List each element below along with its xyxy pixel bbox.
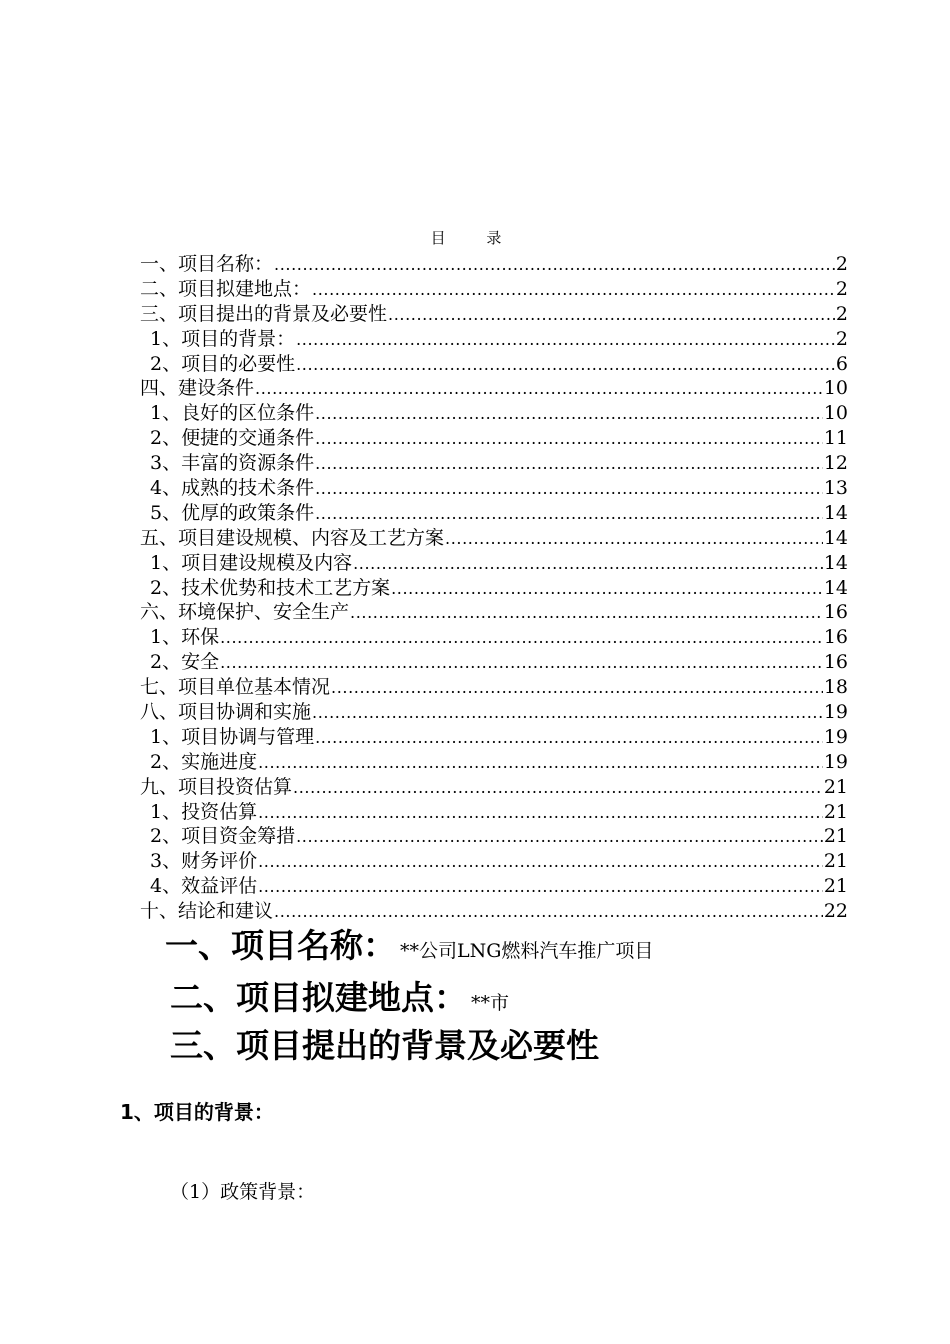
- subsection-1-heading: 1、项目的背景：: [120, 1100, 274, 1124]
- toc-entry-page: 14: [823, 501, 848, 524]
- toc-entry-label: 1、良好的区位条件: [150, 402, 315, 425]
- toc-entry-label: 一、项目名称：: [140, 253, 274, 275]
- toc-entry[interactable]: [140, 551, 848, 576]
- toc-dot-leader: [296, 328, 835, 353]
- toc-dot-leader: [258, 801, 823, 826]
- toc-entry[interactable]: [140, 800, 848, 825]
- toc-entry[interactable]: [140, 675, 848, 700]
- toc-entry[interactable]: [140, 600, 848, 625]
- toc-entry-label: 1、环保: [150, 626, 220, 649]
- toc-entry-page: 21: [823, 800, 848, 823]
- toc-entry-page: 21: [823, 775, 848, 798]
- toc-dot-leader: [258, 875, 823, 900]
- toc-entry-page: 6: [835, 352, 848, 375]
- toc-entry[interactable]: [140, 576, 848, 601]
- toc-dot-leader: [391, 577, 823, 602]
- toc-entry[interactable]: [140, 526, 848, 551]
- toc-entry[interactable]: [140, 327, 848, 352]
- toc-dot-leader: [220, 626, 823, 651]
- toc-dot-leader: [293, 776, 823, 801]
- toc-entry-page: 19: [823, 725, 848, 748]
- toc-entry-label: 四、建设条件: [140, 377, 255, 400]
- toc-entry-label: 六、环境保护、安全生产: [140, 601, 350, 624]
- toc-entry[interactable]: [140, 476, 848, 501]
- toc-entry-label: 十、结论和建议: [140, 900, 274, 923]
- toc-entry-page: 12: [823, 452, 848, 475]
- toc-entry-label: 4、成熟的技术条件: [150, 477, 315, 500]
- toc-entry-label: 九、项目投资估算: [140, 775, 293, 798]
- toc-dot-leader: [312, 278, 835, 303]
- toc-entry[interactable]: [140, 302, 848, 327]
- toc-entry[interactable]: [140, 750, 848, 775]
- toc-entry-page: 16: [823, 601, 848, 624]
- toc-entry-page: 2: [835, 302, 848, 325]
- toc-entry[interactable]: [140, 501, 848, 526]
- section-3-heading: 三、项目提出的背景及必要性: [170, 1026, 599, 1065]
- toc-entry[interactable]: [140, 899, 848, 924]
- toc-entry-label: 1、项目建设规模及内容: [150, 551, 353, 574]
- toc-dot-leader: [258, 850, 823, 875]
- toc-entry[interactable]: [140, 252, 848, 277]
- toc-entry-label: 2、便捷的交通条件: [150, 427, 315, 450]
- toc-entry-page: 10: [823, 377, 848, 400]
- toc-dot-leader: [315, 427, 823, 452]
- toc-dot-leader: [315, 502, 823, 527]
- toc-entry[interactable]: [140, 700, 848, 725]
- toc-entry[interactable]: [140, 874, 848, 899]
- toc-dot-leader: [274, 253, 835, 278]
- toc-entry-page: 14: [823, 551, 848, 574]
- toc-entry[interactable]: [140, 725, 848, 750]
- toc-entry-label: 五、项目建设规模、内容及工艺方案: [140, 526, 445, 549]
- toc-entry-label: 二、项目拟建地点：: [140, 277, 312, 300]
- toc-title: 目 录: [430, 229, 520, 247]
- toc-entry[interactable]: [140, 625, 848, 650]
- toc-dot-leader: [312, 701, 823, 726]
- toc-dot-leader: [388, 303, 835, 328]
- section-2-heading: [170, 978, 509, 1023]
- toc-entry-label: 2、实施进度: [150, 750, 258, 773]
- toc-dot-leader: [331, 676, 823, 701]
- paragraph-policy-background: （1）政策背景：: [170, 1181, 316, 1203]
- toc-entry-page: 21: [823, 875, 848, 898]
- toc-entry-page: 11: [823, 427, 848, 450]
- toc-dot-leader: [350, 601, 823, 626]
- toc-dot-leader: [255, 377, 823, 402]
- toc-entry[interactable]: [140, 376, 848, 401]
- toc-entry-page: 10: [823, 402, 848, 425]
- toc-entry[interactable]: [140, 277, 848, 302]
- toc-entry-page: 16: [823, 626, 848, 649]
- table-of-contents: [140, 252, 848, 924]
- toc-entry-page: 2: [835, 277, 848, 300]
- section-1-title: 一、项目名称：: [165, 926, 396, 965]
- toc-entry-page: 18: [823, 676, 848, 699]
- toc-dot-leader: [315, 402, 823, 427]
- toc-entry-page: 14: [823, 576, 848, 599]
- toc-entry-page: 21: [823, 825, 848, 848]
- toc-entry-label: 1、项目的背景：: [150, 327, 296, 350]
- toc-entry[interactable]: [140, 849, 848, 874]
- toc-entry-label: 2、项目的必要性: [150, 352, 296, 375]
- toc-entry-page: 19: [823, 701, 848, 724]
- toc-entry-page: 14: [823, 526, 848, 549]
- section-2-value: **市: [471, 992, 510, 1014]
- toc-dot-leader: [258, 751, 823, 776]
- toc-dot-leader: [315, 452, 823, 477]
- toc-dot-leader: [274, 900, 823, 925]
- toc-dot-leader: [296, 353, 835, 378]
- toc-dot-leader: [353, 552, 823, 577]
- toc-entry-label: 1、项目协调与管理: [150, 725, 315, 748]
- toc-entry[interactable]: [140, 775, 848, 800]
- toc-entry[interactable]: [140, 824, 848, 849]
- toc-entry-label: 4、效益评估: [150, 875, 258, 898]
- toc-entry-page: 21: [823, 850, 848, 873]
- section-1-heading: [165, 926, 653, 971]
- toc-entry-label: 1、投资估算: [150, 800, 258, 823]
- toc-entry-page: 22: [823, 900, 848, 923]
- toc-entry-label: 2、项目资金筹措: [150, 825, 296, 848]
- toc-entry-label: 2、安全: [150, 651, 220, 674]
- toc-entry-label: 八、项目协调和实施: [140, 701, 312, 724]
- toc-entry-page: 2: [835, 327, 848, 350]
- toc-dot-leader: [296, 825, 823, 850]
- toc-entry-label: 3、财务评价: [150, 850, 258, 873]
- toc-entry[interactable]: [140, 650, 848, 675]
- toc-dot-leader: [315, 726, 823, 751]
- toc-entry[interactable]: [140, 401, 848, 426]
- toc-entry-label: 5、优厚的政策条件: [150, 501, 315, 524]
- toc-entry-label: 三、项目提出的背景及必要性: [140, 302, 388, 325]
- section-1-value: **公司LNG燃料汽车推广项目: [400, 940, 654, 962]
- toc-entry-label: 七、项目单位基本情况: [140, 676, 331, 699]
- toc-dot-leader: [445, 527, 823, 552]
- toc-entry-page: 13: [823, 477, 848, 500]
- toc-entry[interactable]: [140, 352, 848, 377]
- toc-dot-leader: [315, 477, 823, 502]
- toc-entry-page: 2: [835, 253, 848, 275]
- section-2-title: 二、项目拟建地点：: [170, 978, 467, 1017]
- toc-entry[interactable]: [140, 426, 848, 451]
- toc-entry-label: 3、丰富的资源条件: [150, 452, 315, 475]
- toc-entry-page: 19: [823, 750, 848, 773]
- toc-entry[interactable]: [140, 451, 848, 476]
- toc-entry-page: 16: [823, 651, 848, 674]
- toc-dot-leader: [220, 651, 823, 676]
- toc-entry-label: 2、技术优势和技术工艺方案: [150, 576, 391, 599]
